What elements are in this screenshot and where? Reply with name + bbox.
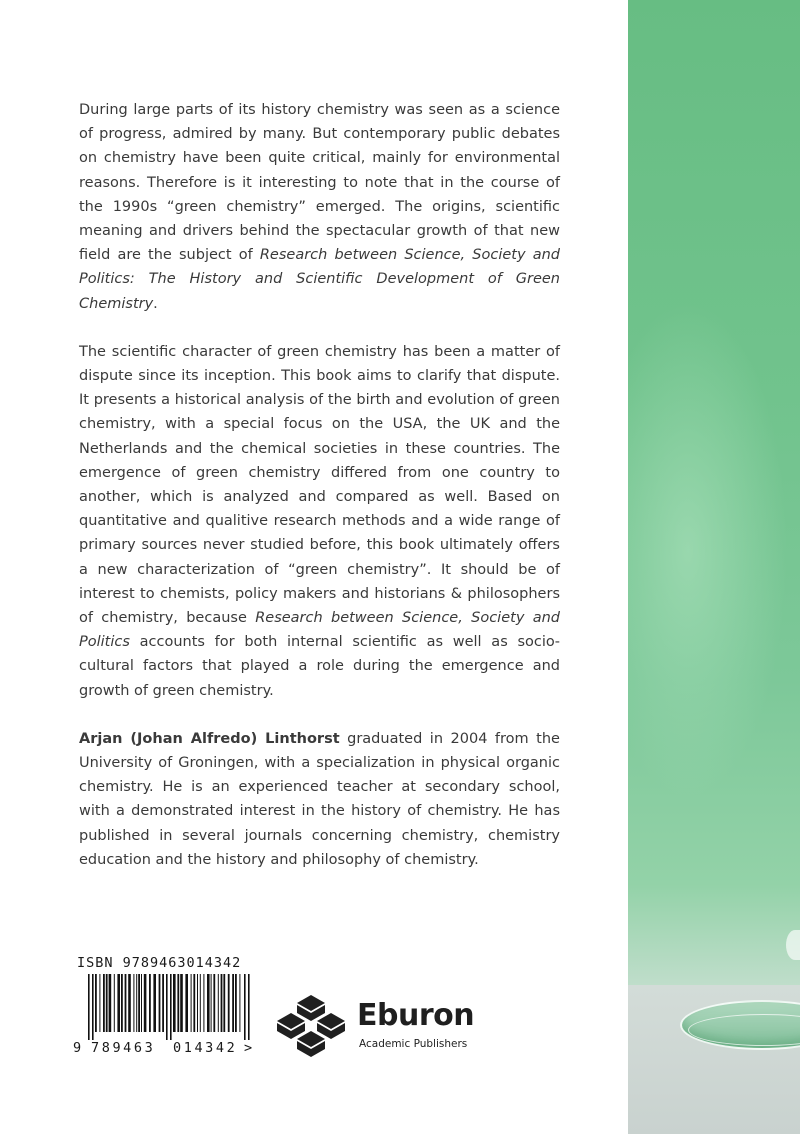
- stacked-books-logo-icon: [274, 993, 348, 1059]
- barcode-bar: [200, 974, 201, 1032]
- barcode-bar: [121, 974, 123, 1032]
- isbn-barcode: [88, 974, 253, 1040]
- book-title-italic: Research between Science, Society and Politics: The History and Scientific Development of Green Chemistry: [79, 247, 561, 312]
- barcode-bar: [193, 974, 195, 1032]
- barcode-bar: [125, 974, 127, 1032]
- barcode-bar: [114, 974, 115, 1032]
- barcode-bar: [138, 974, 140, 1032]
- barcode-bar: [228, 974, 230, 1032]
- barcode-bar: [106, 974, 108, 1032]
- barcode-bar: [235, 974, 237, 1032]
- barcode-bar: [221, 974, 223, 1032]
- barcode-bar: [232, 974, 234, 1032]
- cover-photo-strip: [628, 0, 800, 1134]
- blurb-paragraph-1: [79, 98, 560, 316]
- barcode-bar: [99, 974, 100, 1032]
- barcode-bar: [95, 974, 97, 1032]
- blurb-text: accounts for both internal scientific as well as sociocultural factors that played a role during the emergence and growth of green chemistry.: [79, 634, 560, 699]
- barcode-bar: [166, 974, 168, 1040]
- barcode-bar: [141, 974, 142, 1032]
- barcode-bar: [159, 974, 161, 1032]
- publisher-tagline: Academic Publishers: [359, 1038, 468, 1050]
- barcode-bar: [162, 974, 164, 1032]
- barcode-bar: [211, 974, 212, 1032]
- author-bio-paragraph: [79, 727, 560, 872]
- barcode-bar: [191, 974, 192, 1032]
- barcode-bar: [213, 974, 215, 1032]
- barcode-bar: [103, 974, 105, 1032]
- barcode-bar: [203, 974, 204, 1032]
- barcode-bar: [177, 974, 179, 1032]
- barcode-bar: [244, 974, 246, 1040]
- barcode-digits-right: 014342: [173, 1040, 238, 1056]
- photo-light-glow: [628, 300, 788, 800]
- barcode-bar: [109, 974, 112, 1032]
- barcode-bar: [88, 974, 90, 1040]
- blurb-text: During large parts of its history chemistry was seen as a science of progress, admired by many. But contemporary public debates on chemistry have been quite critical, mainly for environmental reasons. Therefore is it interesting to note that in the course of the 1990s “green chemistry” emerged. The origins, scientific meaning and drivers behind the spectacular growth of that new field are the subject of: [79, 102, 560, 264]
- barcode-bar: [117, 974, 120, 1032]
- barcode-bar: [136, 974, 137, 1032]
- barcode-bar: [153, 974, 156, 1032]
- blurb-text: .: [153, 295, 158, 312]
- barcode-bar: [180, 974, 183, 1032]
- barcode-bar: [133, 974, 134, 1032]
- blurb-paragraph-2: [79, 340, 560, 703]
- glass-reflection: [786, 930, 800, 960]
- barcode-bar: [248, 974, 250, 1040]
- barcode-bar: [207, 974, 210, 1032]
- book-title-italic: Research between Science, Society and Politics: [79, 610, 560, 651]
- barcode-bar: [218, 974, 219, 1032]
- barcode-bar: [149, 974, 151, 1032]
- barcode-bar: [144, 974, 147, 1032]
- barcode-end-mark: >: [244, 1040, 253, 1056]
- blurb-text: The scientific character of green chemistry has been a matter of dispute since its inception. This book aims to clarify that dispute. It presents a historical analysis of the birth and evolution of green chemistry, with a special focus on the USA, the UK and the Netherlands and the chemical societies in these countries. The emergence of green chemistry differed from one country to another, which is analyzed and compared as well. Based on quantitative and qualitive research methods and a wide range of primary sources never studied before, this book ultimately offers a new characterization of “green chemistry”. It should be of interest to chemists, policy makers and historians & philosophers of chemistry, because: [79, 343, 560, 627]
- barcode-bar: [185, 974, 188, 1032]
- author-name: Arjan (Johan Alfredo) Linthorst: [79, 730, 340, 747]
- author-bio: graduated in 2004 from the University of Groningen, with a specialization in physical organic chemistry. He is an experienced teacher at secondary school, with a demonstrated interest in the history of chemistry. He has published in several journals concerning chemistry, chemistry education and the history and philosophy of chemistry.: [79, 730, 560, 868]
- barcode-bar: [128, 974, 131, 1032]
- back-cover-blurb: [79, 98, 560, 896]
- barcode-bar: [239, 974, 240, 1032]
- barcode-digit-first: 9: [73, 1040, 82, 1056]
- barcode-bar: [170, 974, 172, 1040]
- barcode-bar: [173, 974, 176, 1032]
- barcode-bar: [197, 974, 198, 1032]
- barcode-bar: [92, 974, 94, 1040]
- barcode-bar: [223, 974, 225, 1032]
- publisher-name: Eburon: [357, 998, 475, 1033]
- isbn-label: ISBN 9789463014342: [77, 955, 242, 971]
- barcode-digits-left: 789463: [91, 1040, 156, 1056]
